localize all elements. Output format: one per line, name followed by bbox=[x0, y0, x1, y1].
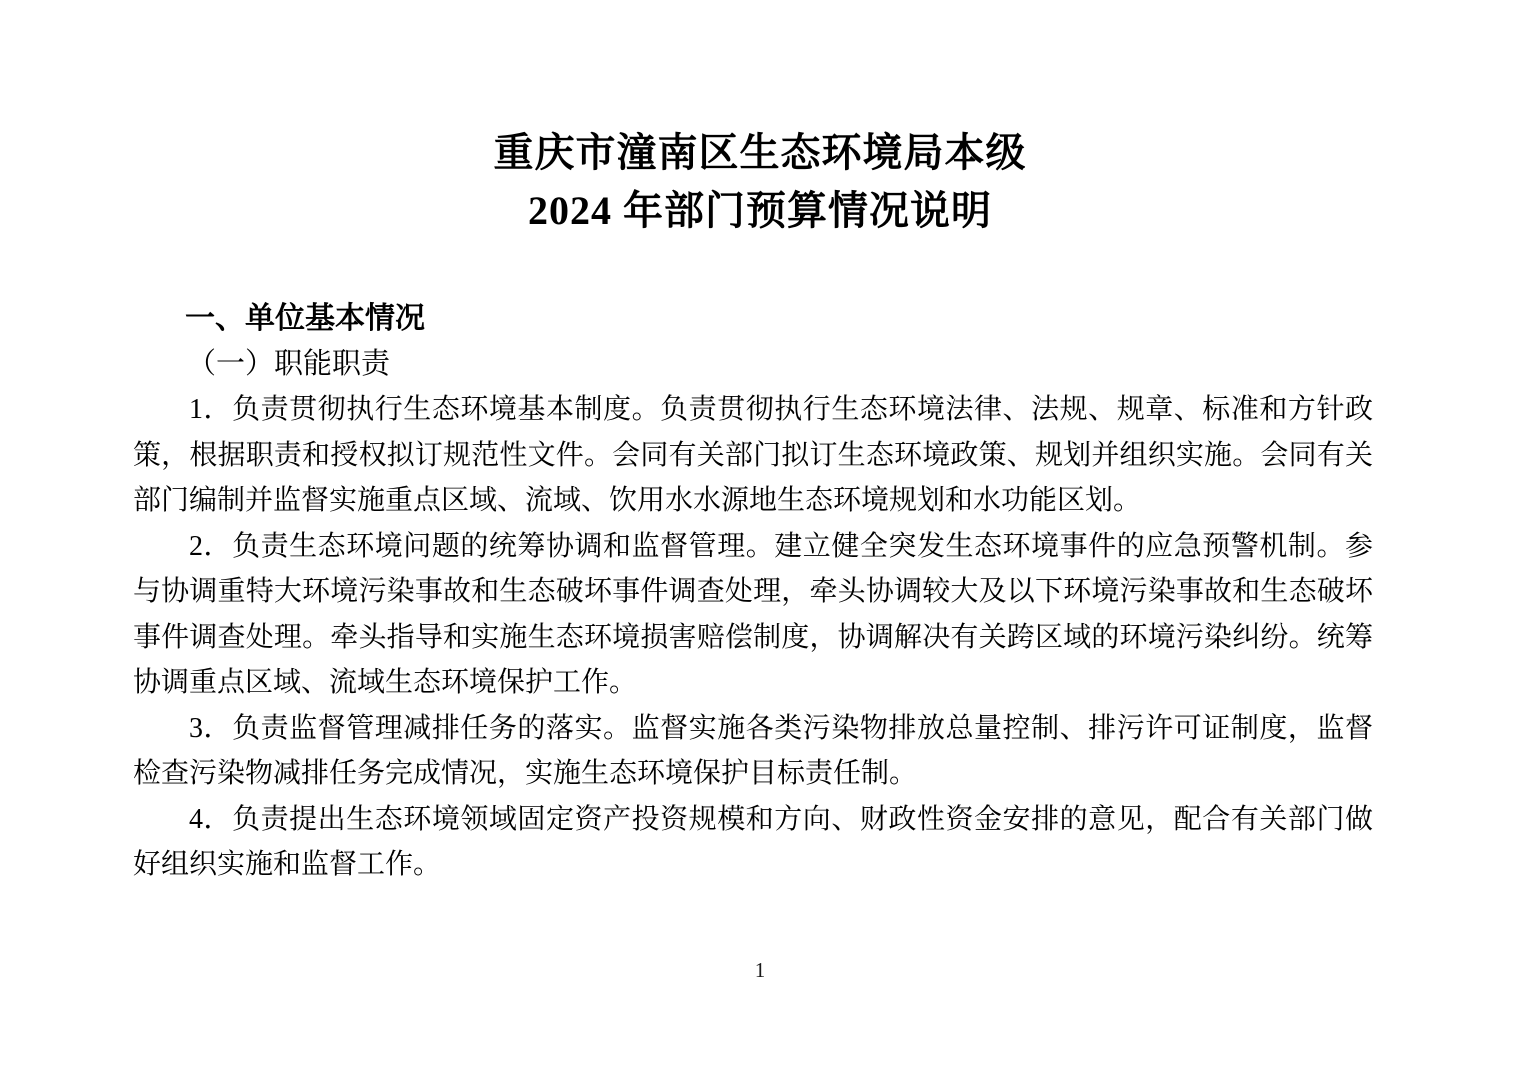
document-body bbox=[133, 296, 1373, 888]
paragraph-duty-1: 1．负责贯彻执行生态环境基本制度。负责贯彻执行生态环境法律、法规、规章、标准和方针政策，根据职责和授权拟订规范性文件。会同有关部门拟订生态环境政策、规划并组织实施。会同有关部门编制并监督实施重点区域、流域、饮用水水源地生态环境规划和水功能区划。 bbox=[133, 394, 1373, 516]
page-number: 1 bbox=[754, 958, 766, 982]
document-title bbox=[0, 0, 1520, 240]
paragraph-duty-4: 4．负责提出生态环境领域固定资产投资规模和方向、财政性资金安排的意见，配合有关部门做好组织实施和监督工作。 bbox=[133, 803, 1373, 880]
paragraph-duty-2: 2．负责生态环境问题的统筹协调和监督管理。建立健全突发生态环境事件的应急预警机制。参与协调重特大环境污染事故和生态破坏事件调查处理，牵头协调较大及以下环境污染事故和生态破坏事件调查处理。牵头指导和实施生态环境损害赔偿制度，协调解决有关跨区域的环境污染纠纷。统筹协调重点区域、流域生态环境保护工作。 bbox=[133, 530, 1373, 698]
subsection-heading-duties: （一）职能职责 bbox=[187, 347, 391, 380]
section-heading-basic-info: 一、单位基本情况 bbox=[185, 302, 425, 335]
document-title-line-2: 2024 年部门预算情况说明 bbox=[528, 188, 992, 233]
paragraph-duty-3: 3．负责监督管理减排任务的落实。监督实施各类污染物排放总量控制、排污许可证制度，监督检查污染物减排任务完成情况，实施生态环境保护目标责任制。 bbox=[133, 712, 1373, 789]
document-title-line-1: 重庆市潼南区生态环境局本级 bbox=[493, 130, 1027, 175]
